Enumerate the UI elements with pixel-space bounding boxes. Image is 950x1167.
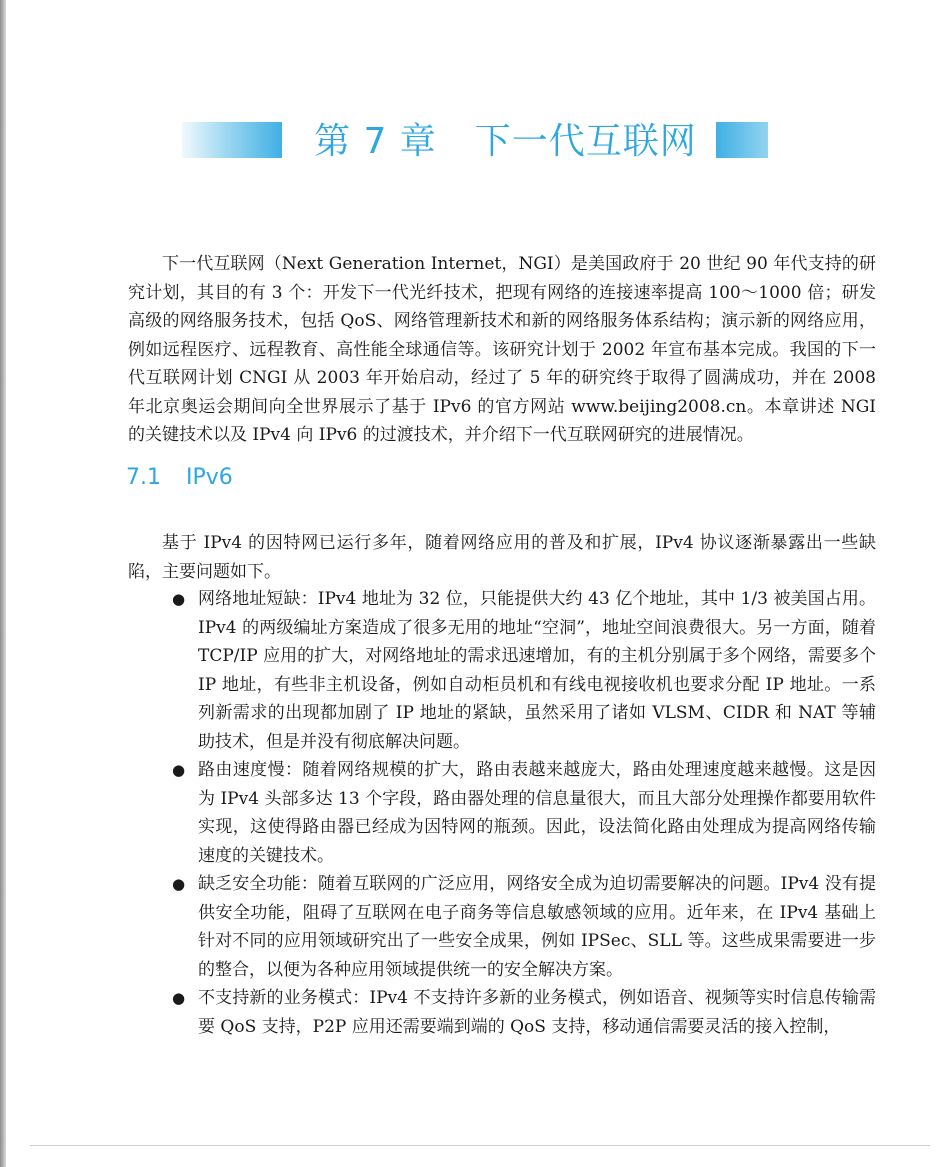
bullet-icon: ●: [172, 875, 186, 893]
section-number: 7.1: [126, 465, 161, 490]
list-item-text: 网络地址短缺：IPv4 地址为 32 位，只能提供大约 43 亿个地址，其中 1/3 被美国占用。IPv4 的两级编址方案造成了很多无用的地址“空洞”，地址空间浪费很大。另一方面，随着 TCP/IP 应用的扩大，对网络地址的需求迅速增加，有的主机分别属于多个网络，需要多个 IP 地址，有些非主机设备，例如自动柜员机和有线电视接收机也要求分配 IP 地址。一系列新需求的出现都加剧了 IP 地址的紧缺，虽然采用了诸如 VLSM、CIDR 和 NAT 等辅助技术，但是并没有彻底解决问题。: [198, 589, 876, 752]
bullet-icon: ●: [172, 761, 186, 779]
list-item: [128, 984, 876, 1041]
scan-page-edge: [0, 0, 6, 1167]
page-bottom-rule: [30, 1145, 930, 1146]
list-item-text: 缺乏安全功能：随着互联网的广泛应用，网络安全成为迫切需要解决的问题。IPv4 没有提供安全功能，阻碍了互联网在电子商务等信息敏感领域的应用。近年来，在 IPv4 基础上针对不同的应用领域研究出了一些安全成果，例如 IPSec、SLL 等。这些成果需要进一步的整合，以便为各种应用领域提供统一的安全解决方案。: [198, 874, 876, 980]
chapter-name: 下一代互联网: [474, 121, 697, 162]
problem-list: [128, 585, 876, 1041]
bullet-icon: ●: [172, 989, 186, 1007]
list-item-text: 不支持新的业务模式：IPv4 不支持许多新的业务模式，例如语音、视频等实时信息传输需要 QoS 支持，P2P 应用还需要端到端的 QoS 支持，移动通信需要灵活的接入控制，: [198, 988, 876, 1037]
list-item-text: 路由速度慢：随着网络规模的扩大，路由表越来越庞大，路由处理速度越来越慢。这是因为 IPv4 头部多达 13 个字段，路由器处理的信息量很大，而且大部分处理操作都要用软件实现，这使得路由器已经成为因特网的瓶颈。因此，设法简化路由处理成为提高网络传输速度的关键技术。: [198, 760, 876, 866]
section-title: IPv6: [186, 465, 233, 490]
chapter-decor-bar-right: [716, 122, 768, 158]
chapter-title: [314, 112, 697, 172]
chapter-header: [0, 112, 950, 172]
bullet-icon: ●: [172, 590, 186, 608]
section-lead-paragraph: 基于 IPv4 的因特网已运行多年，随着网络应用的普及和扩展，IPv4 协议逐渐暴露出一些缺陷，主要问题如下。: [128, 533, 876, 582]
list-item: [128, 585, 876, 756]
list-item: [128, 870, 876, 984]
section-heading: [126, 465, 233, 490]
chapter-number: 第 7 章: [314, 121, 437, 162]
intro-paragraph: 下一代互联网（Next Generation Internet，NGI）是美国政府于 20 世纪 90 年代支持的研究计划，其目的有 3 个：开发下一代光纤技术，把现有网络的连接速率提高 100～1000 倍；研发高级的网络服务技术，包括 QoS、网络管理新技术和新的网络服务体系结构；演示新的网络应用，例如远程医疗、远程教育、高性能全球通信等。该研究计划于 2002 年宣布基本完成。我国的下一代互联网计划 CNGI 从 2003 年开始启动，经过了 5 年的研究终于取得了圆满成功，并在 2008 年北京奥运会期间向全世界展示了基于 IPv6 的官方网站 www.beijing2008.cn。本章讲述 NGI 的关键技术以及 IPv4 向 IPv6 的过渡技术，并介绍下一代互联网研究的进展情况。: [128, 254, 876, 445]
list-item: [128, 756, 876, 870]
chapter-decor-bar-left: [182, 122, 282, 158]
